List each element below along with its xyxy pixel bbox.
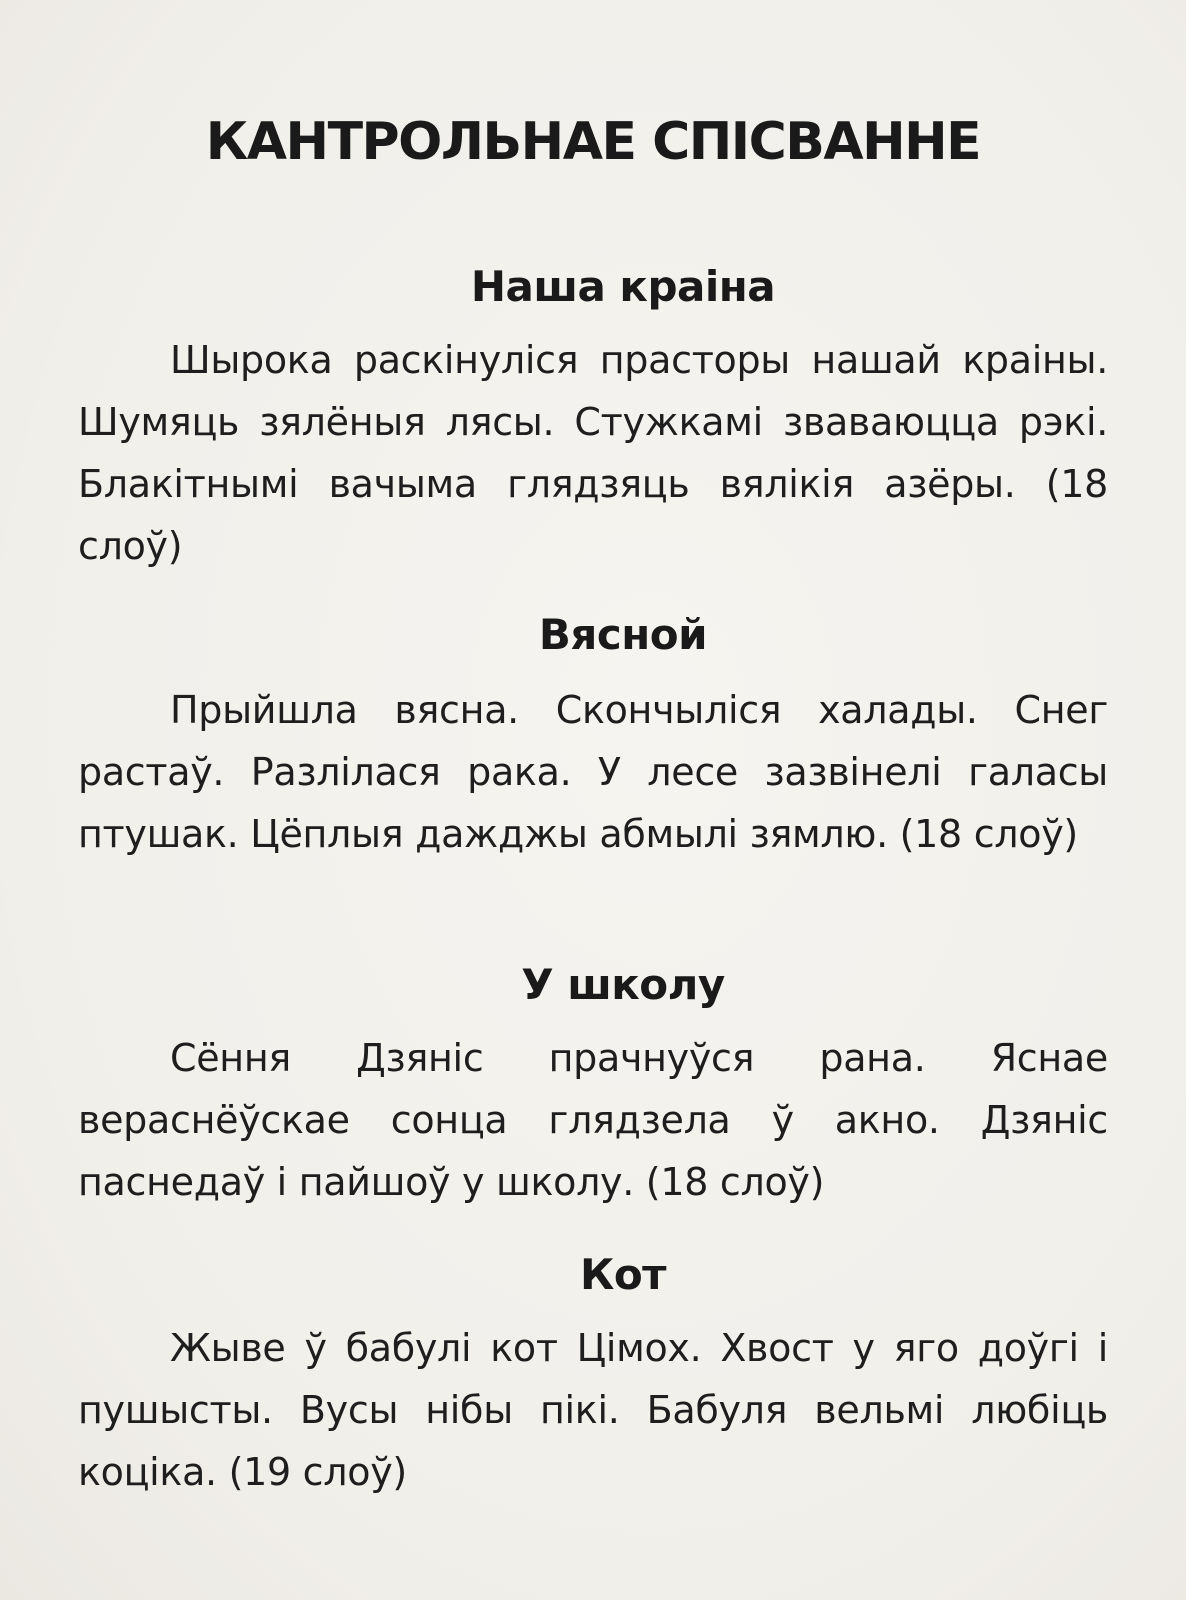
section-vyasnoi <box>78 610 1108 865</box>
section-heading: Вясной <box>538 610 708 659</box>
section-paragraph: Шырока раскінуліся прасторы нашай краіны. Шумяць зялёныя лясы. Стужкамі зваваюцца рэкі. Блакітнымі вачыма глядзяць вялікія азёры. (18 слоў) <box>78 338 1108 568</box>
section-nasha-kraina <box>78 262 1108 577</box>
section-paragraph: Жыве ў бабулі кот Цімох. Хвост у яго доўгі і пушысты. Вусы нібы пікі. Бабуля вельмі любіць коціка. (19 слоў) <box>78 1326 1108 1494</box>
section-paragraph: Прыйшла вясна. Скончыліся халады. Снег растаў. Разлілася рака. У лесе зазвінелі галасы птушак. Цёплыя дажджы абмылі зямлю. (18 слоў) <box>78 688 1108 856</box>
section-heading: Кот <box>579 1250 667 1299</box>
page-title: КАНТРОЛЬНАЕ СПІСВАННЕ <box>205 112 981 172</box>
section-paragraph: Сёння Дзяніс прачнуўся рана. Яснае вераснёўскае сонца глядзела ў акно. Дзяніс паснедаў і пайшоў у школу. (18 слоў) <box>78 1036 1108 1204</box>
section-heading: Наша краіна <box>470 262 776 311</box>
section-kot <box>78 1250 1108 1503</box>
section-u-shkolu <box>78 960 1108 1213</box>
section-heading: У школу <box>521 960 725 1009</box>
